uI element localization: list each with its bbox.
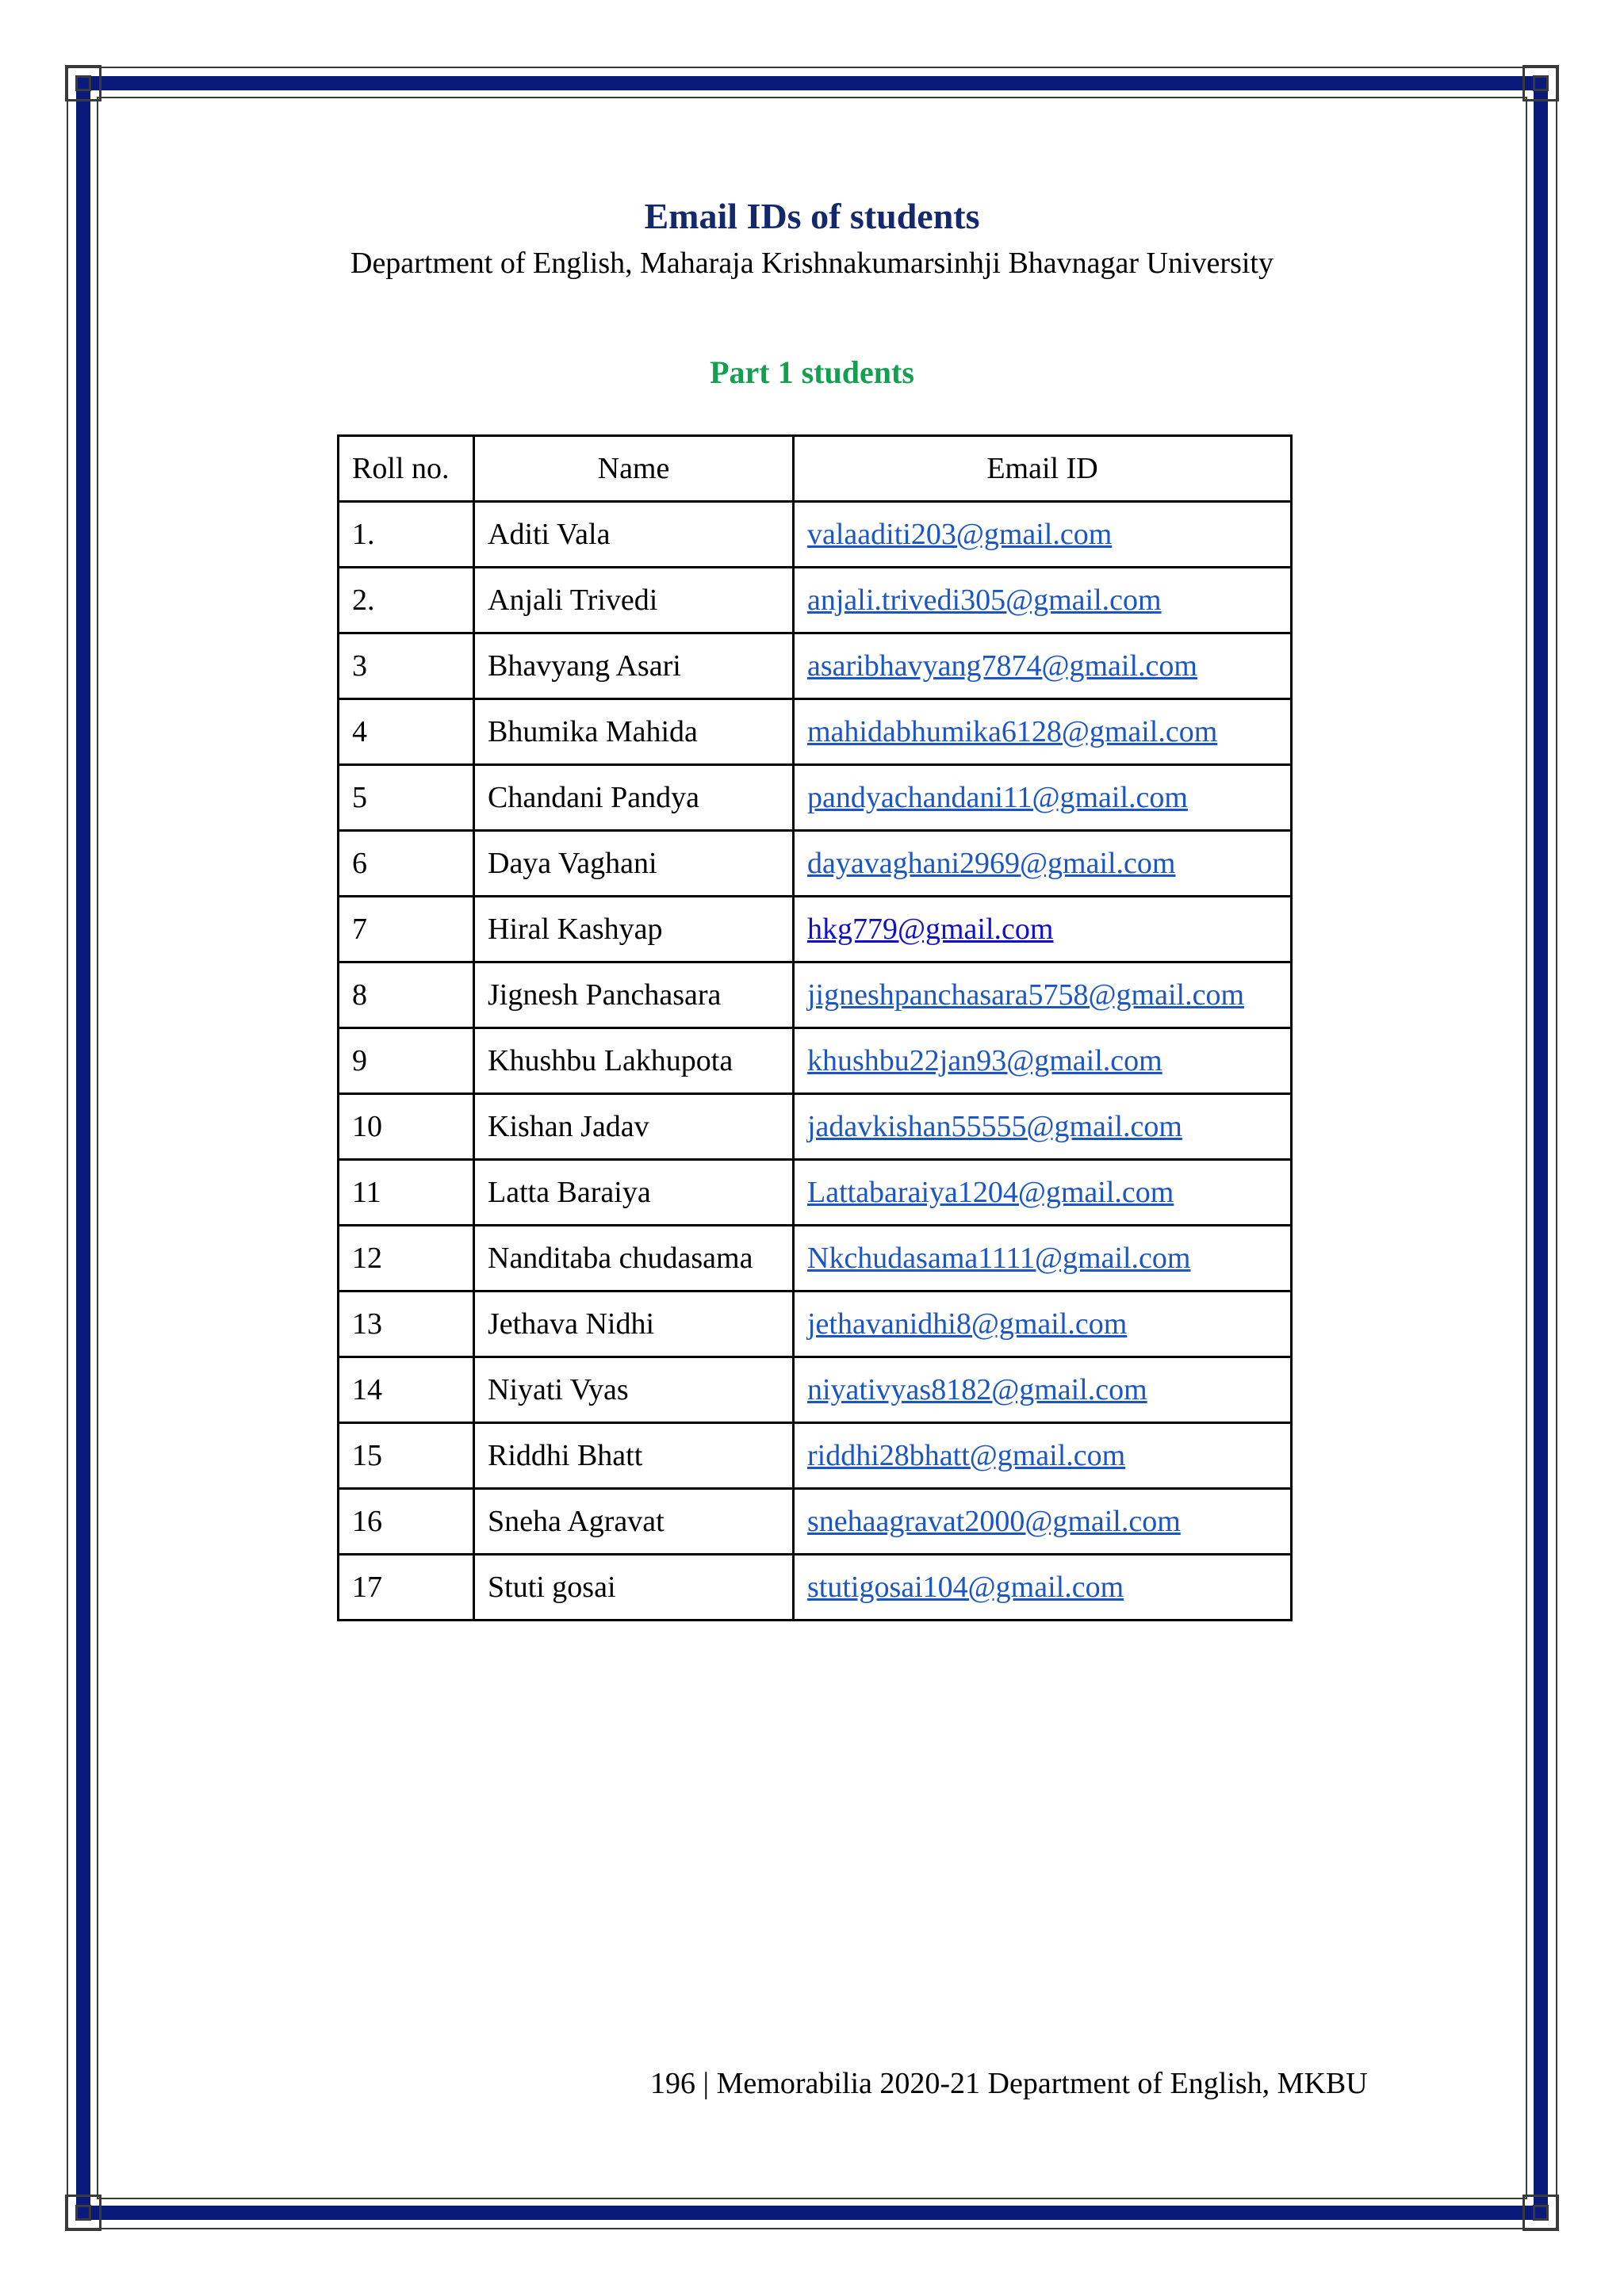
table-row xyxy=(339,1292,1292,1357)
table-row xyxy=(339,1357,1292,1423)
page-footer: 196 | Memorabilia 2020-21 Department of English, MKBU xyxy=(650,2067,1368,2100)
table-row xyxy=(339,962,1292,1028)
name-cell: Riddhi Bhatt xyxy=(474,1423,794,1489)
roll-cell: 5 xyxy=(339,765,474,831)
student-email-table xyxy=(337,434,1293,1621)
table-row xyxy=(339,699,1292,765)
roll-cell: 15 xyxy=(339,1423,474,1489)
email-cell xyxy=(794,831,1292,897)
section-heading: Part 1 students xyxy=(710,354,914,390)
table-row xyxy=(339,1028,1292,1094)
email-link[interactable]: snehaagravat2000@gmail.com xyxy=(807,1505,1181,1538)
name-cell: Jethava Nidhi xyxy=(474,1292,794,1357)
table-header-row xyxy=(339,436,1292,502)
email-link[interactable]: riddhi28bhatt@gmail.com xyxy=(807,1439,1126,1472)
name-cell: Latta Baraiya xyxy=(474,1160,794,1226)
roll-cell: 2. xyxy=(339,568,474,633)
corner-ornament-top-left xyxy=(65,65,102,101)
email-link[interactable]: jadavkishan55555@gmail.com xyxy=(807,1110,1182,1143)
email-link[interactable]: mahidabhumika6128@gmail.com xyxy=(807,715,1218,748)
roll-cell: 16 xyxy=(339,1489,474,1555)
roll-cell: 3 xyxy=(339,633,474,699)
email-cell xyxy=(794,1226,1292,1292)
email-link[interactable]: pandyachandani11@gmail.com xyxy=(807,781,1188,814)
name-cell: Sneha Agravat xyxy=(474,1489,794,1555)
name-cell: Niyati Vyas xyxy=(474,1357,794,1423)
header-name: Name xyxy=(474,436,794,502)
name-cell: Bhumika Mahida xyxy=(474,699,794,765)
roll-cell: 13 xyxy=(339,1292,474,1357)
header-email: Email ID xyxy=(794,436,1292,502)
email-link[interactable]: Nkchudasama1111@gmail.com xyxy=(807,1242,1191,1275)
table-row xyxy=(339,897,1292,962)
email-cell xyxy=(794,897,1292,962)
roll-cell: 14 xyxy=(339,1357,474,1423)
email-link[interactable]: niyativyas8182@gmail.com xyxy=(807,1373,1147,1406)
email-link[interactable]: hkg779@gmail.com xyxy=(807,913,1054,946)
email-cell xyxy=(794,1094,1292,1160)
table-row xyxy=(339,1094,1292,1160)
name-cell: Stuti gosai xyxy=(474,1555,794,1621)
name-cell: Nanditaba chudasama xyxy=(474,1226,794,1292)
email-cell xyxy=(794,1160,1292,1226)
name-cell: Kishan Jadav xyxy=(474,1094,794,1160)
email-link[interactable]: stutigosai104@gmail.com xyxy=(807,1571,1124,1604)
name-cell: Daya Vaghani xyxy=(474,831,794,897)
email-cell xyxy=(794,1423,1292,1489)
roll-cell: 9 xyxy=(339,1028,474,1094)
name-cell: Hiral Kashyap xyxy=(474,897,794,962)
corner-ornament-top-right xyxy=(1522,65,1559,101)
email-link[interactable]: anjali.trivedi305@gmail.com xyxy=(807,584,1162,617)
table-row xyxy=(339,1226,1292,1292)
email-cell xyxy=(794,765,1292,831)
table-row xyxy=(339,765,1292,831)
roll-cell: 10 xyxy=(339,1094,474,1160)
roll-cell: 7 xyxy=(339,897,474,962)
roll-cell: 17 xyxy=(339,1555,474,1621)
name-cell: Bhavyang Asari xyxy=(474,633,794,699)
table-body xyxy=(339,502,1292,1621)
corner-ornament-bottom-left xyxy=(65,2195,102,2231)
email-cell xyxy=(794,1292,1292,1357)
page-title: Email IDs of students xyxy=(644,196,980,236)
email-cell xyxy=(794,1489,1292,1555)
email-link[interactable]: jigneshpanchasara5758@gmail.com xyxy=(807,978,1244,1012)
header-roll: Roll no. xyxy=(339,436,474,502)
roll-cell: 8 xyxy=(339,962,474,1028)
name-cell: Jignesh Panchasara xyxy=(474,962,794,1028)
table-row xyxy=(339,1160,1292,1226)
email-cell xyxy=(794,633,1292,699)
email-cell xyxy=(794,502,1292,568)
table-row xyxy=(339,1555,1292,1621)
email-cell xyxy=(794,699,1292,765)
email-cell xyxy=(794,1357,1292,1423)
roll-cell: 11 xyxy=(339,1160,474,1226)
email-link[interactable]: jethavanidhi8@gmail.com xyxy=(807,1307,1128,1341)
roll-cell: 6 xyxy=(339,831,474,897)
email-link[interactable]: asaribhavyang7874@gmail.com xyxy=(807,649,1197,683)
table-row xyxy=(339,831,1292,897)
email-link[interactable]: valaaditi203@gmail.com xyxy=(807,518,1113,551)
roll-cell: 4 xyxy=(339,699,474,765)
email-cell xyxy=(794,1028,1292,1094)
page-subtitle: Department of English, Maharaja Krishnakumarsinhji Bhavnagar University xyxy=(350,247,1274,280)
email-cell xyxy=(794,962,1292,1028)
email-cell xyxy=(794,1555,1292,1621)
name-cell: Khushbu Lakhupota xyxy=(474,1028,794,1094)
roll-cell: 1. xyxy=(339,502,474,568)
table-row xyxy=(339,502,1292,568)
email-link[interactable]: khushbu22jan93@gmail.com xyxy=(807,1044,1162,1077)
table-row xyxy=(339,568,1292,633)
table-row xyxy=(339,1423,1292,1489)
table-row xyxy=(339,1489,1292,1555)
email-cell xyxy=(794,568,1292,633)
email-link[interactable]: Lattabaraiya1204@gmail.com xyxy=(807,1176,1174,1209)
roll-cell: 12 xyxy=(339,1226,474,1292)
table-row xyxy=(339,633,1292,699)
name-cell: Anjali Trivedi xyxy=(474,568,794,633)
email-link[interactable]: dayavaghani2969@gmail.com xyxy=(807,847,1176,880)
name-cell: Chandani Pandya xyxy=(474,765,794,831)
corner-ornament-bottom-right xyxy=(1522,2195,1559,2231)
name-cell: Aditi Vala xyxy=(474,502,794,568)
